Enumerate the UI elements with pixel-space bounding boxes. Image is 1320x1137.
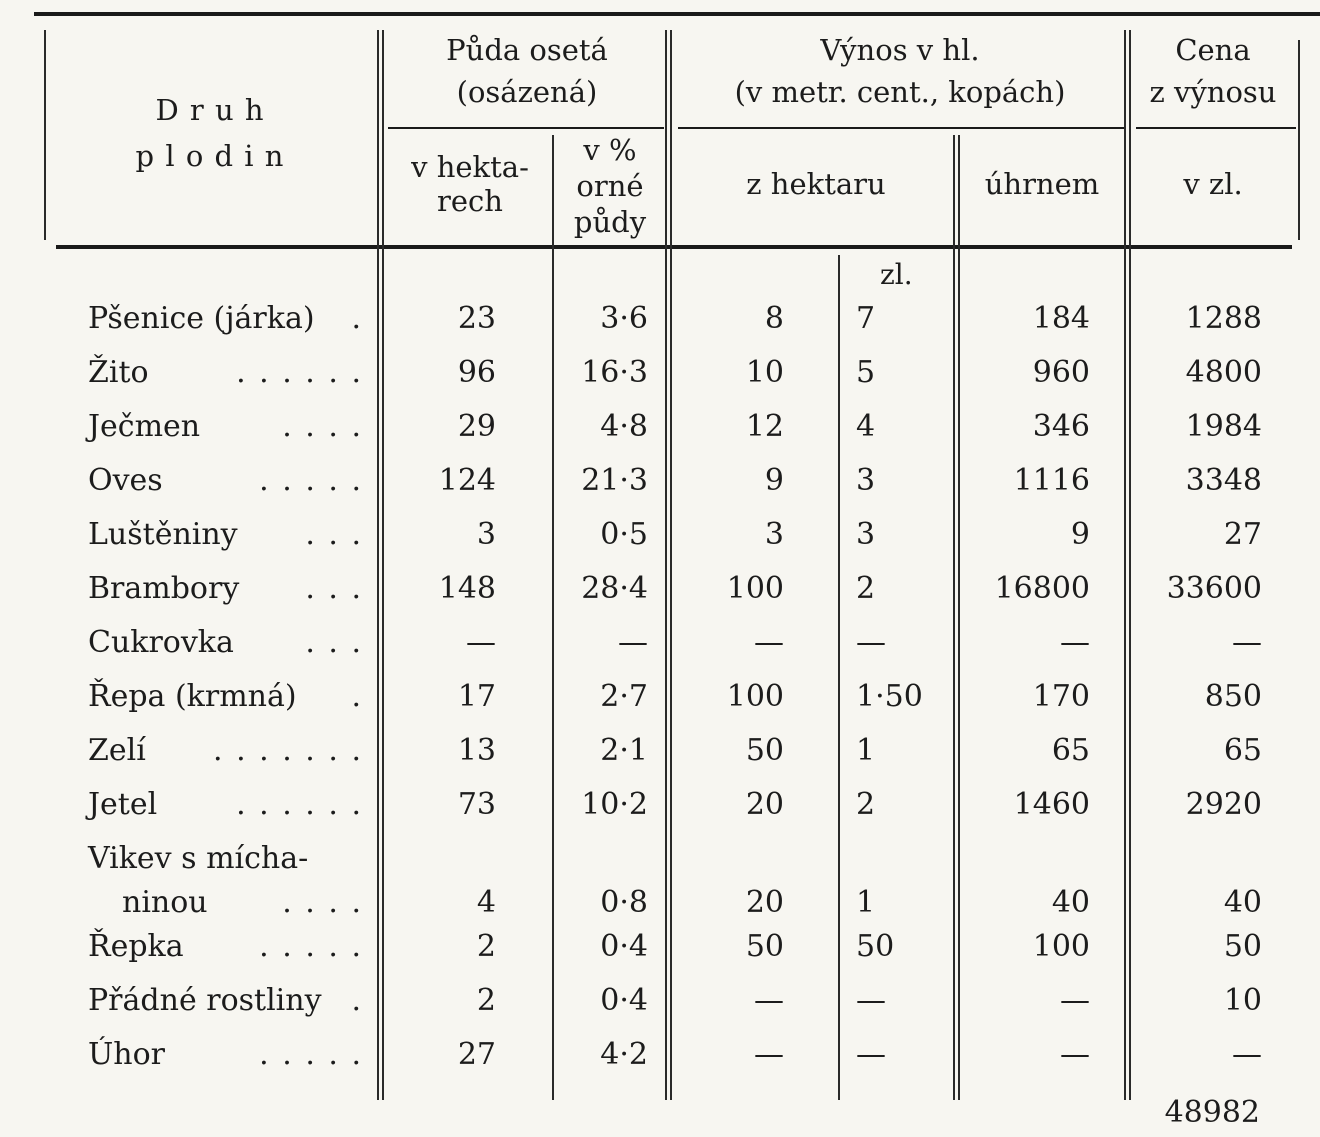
header-puda-line2: (osázená) (456, 75, 598, 109)
row-label (88, 410, 363, 444)
cell-per-ha: 12 (745, 409, 784, 444)
right-border (1298, 40, 1300, 240)
row-label-text-continued: ninou (122, 885, 208, 920)
col-sep-vynos-inner2-a (953, 135, 955, 1100)
header-puda-procent (556, 132, 664, 240)
header-puda-procent-line3: půdy (573, 205, 647, 239)
header-vynos (680, 32, 1120, 110)
cell-per-ha: — (754, 983, 784, 1018)
cell-pct: — (618, 625, 648, 660)
cell-value: 4800 (1185, 355, 1262, 390)
header-druh-line1: D r u h (155, 93, 265, 127)
row-label-text: Zelí (88, 733, 146, 768)
row-label-text: Jetel (88, 787, 158, 822)
cell-ha: 27 (457, 1037, 496, 1072)
row-leader-dots: . . . . . (259, 463, 363, 498)
col-sep-puda-a (665, 30, 667, 1100)
row-label-text: Pšenice (járka) (88, 301, 315, 336)
cell-total: 346 (1032, 409, 1090, 444)
cell-per-ha: 100 (726, 571, 784, 606)
row-label-text: Úhor (88, 1037, 166, 1072)
col-sep-puda-inner (552, 135, 554, 1100)
subheader-rule-vynos (678, 127, 1124, 129)
cell-total: 1116 (1013, 463, 1090, 498)
cell-pct: 0·8 (600, 885, 648, 920)
header-puda-line1: Půda osetá (446, 33, 608, 67)
cell-price: 5 (856, 355, 876, 390)
cell-total: — (1060, 625, 1090, 660)
col-sep-vynos-inner (838, 255, 840, 1100)
cell-pct: 2·7 (600, 679, 648, 714)
grand-total: 48982 (1164, 1095, 1260, 1130)
cell-value: 27 (1223, 517, 1262, 552)
header-cena-line2: z výnosu (1149, 75, 1277, 109)
row-label (88, 626, 363, 660)
cell-ha: 4 (476, 885, 496, 920)
cell-pct: 2·1 (600, 733, 648, 768)
row-label-text: Přádné rostliny (88, 983, 322, 1018)
header-puda-procent-line1: v % (583, 133, 637, 167)
row-leader-dots: . . . . (282, 409, 363, 444)
cell-total: 1460 (1013, 787, 1090, 822)
cell-pct: 0·5 (600, 517, 648, 552)
cell-pct: 4·8 (600, 409, 648, 444)
header-puda-hektar-line2: rech (437, 184, 503, 218)
header-bottom-rule (56, 245, 1292, 249)
cell-ha: 13 (457, 733, 496, 768)
cell-pct: 0·4 (600, 983, 648, 1018)
cell-total: — (1060, 983, 1090, 1018)
cell-price: 4 (856, 409, 876, 444)
cell-ha: 124 (438, 463, 496, 498)
cell-per-ha: 20 (745, 787, 784, 822)
col-sep-cena-a (1124, 30, 1126, 1100)
cell-pct: 10·2 (581, 787, 648, 822)
cell-ha: — (466, 625, 496, 660)
cell-price: 1 (856, 733, 876, 768)
cell-per-ha: 50 (745, 733, 784, 768)
cell-price: — (856, 1037, 886, 1072)
left-border (44, 30, 46, 240)
cell-value: 40 (1223, 885, 1262, 920)
row-label (88, 1038, 363, 1072)
cell-pct: 21·3 (581, 463, 648, 498)
cell-ha: 23 (457, 301, 496, 336)
row-label-text: Vikev s mícha- (88, 841, 309, 876)
cell-ha: 3 (476, 517, 496, 552)
cell-total: 65 (1051, 733, 1090, 768)
cell-value: 1984 (1185, 409, 1262, 444)
row-leader-dots: . . . . . (259, 1037, 363, 1072)
cell-value: 33600 (1166, 571, 1262, 606)
cell-price: 1 (856, 885, 876, 920)
row-label (88, 788, 363, 822)
row-label (88, 518, 363, 552)
cell-value: — (1232, 1037, 1262, 1072)
row-label-text: Cukrovka (88, 625, 234, 660)
header-vynos-line1: Výnos v hl. (820, 33, 980, 67)
subheader-rule-cena (1136, 127, 1296, 129)
row-label (88, 734, 363, 768)
cell-pct: 16·3 (581, 355, 648, 390)
row-label-text: Řepa (krmná) (88, 679, 297, 714)
row-label (88, 930, 363, 964)
row-leader-dots: . (351, 301, 363, 336)
header-druh-line2: p l o d i n (135, 139, 285, 173)
row-leader-dots: . . . . . . (236, 355, 363, 390)
col-sep-label-a (377, 30, 379, 1100)
cell-per-ha: 100 (726, 679, 784, 714)
row-label-text: Žito (88, 355, 149, 390)
row-leader-dots: . . . (305, 517, 363, 552)
cell-total: 40 (1051, 885, 1090, 920)
header-cena (1132, 32, 1294, 110)
cell-per-ha: — (754, 1037, 784, 1072)
unit-zl: zl. (880, 258, 913, 291)
row-leader-dots: . . . (305, 571, 363, 606)
header-puda-hektar (390, 150, 550, 218)
cell-pct: 3·6 (600, 301, 648, 336)
cell-total: 9 (1070, 517, 1090, 552)
cell-per-ha: 20 (745, 885, 784, 920)
row-leader-dots: . . . . (282, 885, 363, 920)
col-sep-puda-b (670, 30, 672, 1100)
cell-per-ha: 3 (764, 517, 784, 552)
top-rule (34, 12, 1320, 16)
row-label (88, 302, 363, 336)
row-label (88, 464, 363, 498)
cell-total: 184 (1032, 301, 1090, 336)
header-vynos-hektar: z hektaru (746, 167, 886, 201)
header-cena-zl: v zl. (1183, 167, 1243, 201)
cell-ha: 17 (457, 679, 496, 714)
cell-value: 10 (1223, 983, 1262, 1018)
row-label-text: Oves (88, 463, 163, 498)
col-sep-cena-b (1129, 30, 1131, 1100)
cell-price: 7 (856, 301, 876, 336)
cell-per-ha: 10 (745, 355, 784, 390)
header-puda-procent-line2: orné (576, 169, 644, 203)
cell-pct: 28·4 (581, 571, 648, 606)
row-label (88, 680, 363, 714)
cell-value: — (1232, 625, 1262, 660)
cell-price: 1·50 (856, 679, 923, 714)
row-leader-dots: . (351, 983, 363, 1018)
cell-pct: 4·2 (600, 1037, 648, 1072)
cell-price: 3 (856, 517, 876, 552)
header-puda-hektar-line1: v hekta- (411, 150, 529, 184)
cell-ha: 96 (457, 355, 496, 390)
row-leader-dots: . . . . . . (236, 787, 363, 822)
row-label (88, 356, 363, 390)
row-label-text: Brambory (88, 571, 240, 606)
cell-per-ha: 50 (745, 929, 784, 964)
header-vynos-uhrnem: úhrnem (984, 167, 1100, 201)
row-label-text: Řepka (88, 929, 184, 964)
cell-ha: 29 (457, 409, 496, 444)
cell-total: 170 (1032, 679, 1090, 714)
cell-price: 3 (856, 463, 876, 498)
row-label (88, 984, 363, 1018)
cell-per-ha: — (754, 625, 784, 660)
cell-value: 850 (1204, 679, 1262, 714)
row-label (88, 842, 363, 922)
cell-per-ha: 9 (764, 463, 784, 498)
cell-ha: 148 (438, 571, 496, 606)
cell-price: 2 (856, 571, 876, 606)
cell-total: — (1060, 1037, 1090, 1072)
cell-per-ha: 8 (764, 301, 784, 336)
col-sep-label-b (382, 30, 384, 1100)
cell-price: — (856, 983, 886, 1018)
row-label-text: Ječmen (88, 409, 201, 444)
cell-ha: 2 (476, 929, 496, 964)
header-puda (392, 32, 662, 110)
header-cena-line1: Cena (1175, 33, 1251, 67)
cell-total: 100 (1032, 929, 1090, 964)
cell-value: 65 (1223, 733, 1262, 768)
cell-ha: 73 (457, 787, 496, 822)
cell-price: — (856, 625, 886, 660)
row-leader-dots: . . . (305, 625, 363, 660)
subheader-rule-puda (388, 127, 664, 129)
cell-value: 3348 (1185, 463, 1262, 498)
row-leader-dots: . . . . . . . (213, 733, 363, 768)
cell-total: 960 (1032, 355, 1090, 390)
cell-total: 16800 (994, 571, 1090, 606)
cell-ha: 2 (476, 983, 496, 1018)
header-vynos-line2: (v metr. cent., kopách) (734, 75, 1066, 109)
cell-price: 50 (856, 929, 895, 964)
cell-value: 50 (1223, 929, 1262, 964)
row-leader-dots: . . . . . (259, 929, 363, 964)
row-label-text: Luštěniny (88, 517, 238, 552)
cell-pct: 0·4 (600, 929, 648, 964)
row-label (88, 572, 363, 606)
cell-price: 2 (856, 787, 876, 822)
cell-value: 2920 (1185, 787, 1262, 822)
row-leader-dots: . (351, 679, 363, 714)
header-druh (110, 92, 310, 174)
cell-value: 1288 (1185, 301, 1262, 336)
